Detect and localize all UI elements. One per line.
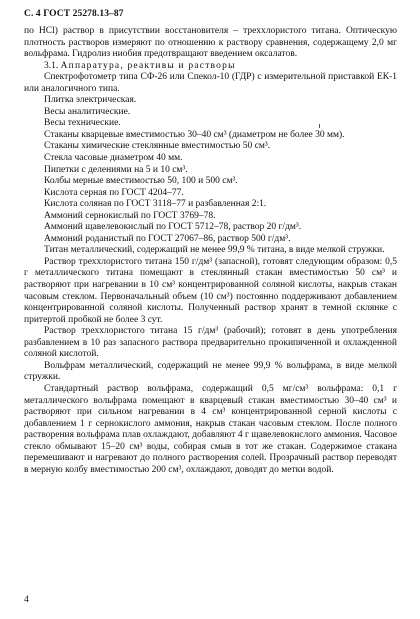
list-item: Стекла часовые диаметром 40 мм. (44, 153, 183, 164)
list-item: Кислота соляная по ГОСТ 3118–77 и разбавленная 2:1. (44, 199, 267, 210)
paragraph-continuation: по HCl) раствор в присутствии восстановителя – треххлористого титана. Оптическую плотность растворов измеряют по отношению к раствору сравнения, содержащему 2,0 мг вольфрама. Гидролиз ниобия предотвращают введением оксалатов. (24, 26, 397, 60)
section-title: Аппаратура, реактивы и растворы (60, 60, 236, 71)
page-number: 4 (24, 595, 29, 605)
list-item: Аммоний сернокислый по ГОСТ 3769–78. (44, 210, 216, 221)
equipment-spectrophotometer: Спектрофотометр типа СФ-26 или Спекол-10 (ГДР) с измерительной приставкой ЕК-1 или аналогичного типа. (24, 72, 397, 94)
paragraph-titanium: Титан металлический, содержащий не менее 99,9 % титана, в виде мелкой стружки. (44, 245, 385, 256)
list-item: Весы технические. (44, 118, 121, 129)
list-item: Аммоний роданистый по ГОСТ 27067–86, раствор 500 г/дм³. (44, 233, 291, 244)
margin-mark (319, 124, 320, 128)
list-item: Стаканы химические стеклянные вместимостью 50 см³. (44, 141, 271, 152)
list-item: Кислота серная по ГОСТ 4204–77. (44, 187, 184, 198)
list-item: Колбы мерные вместимостью 50, 100 и 500 см³. (44, 176, 238, 187)
list-item: Аммоний щавелевокислый по ГОСТ 5712–78, раствор 20 г/дм³. (44, 222, 302, 233)
section-number: 3.1. (44, 60, 59, 71)
section-heading (24, 61, 397, 73)
page-header: С. 4 ГОСТ 25278.13–87 (24, 9, 124, 19)
document-body (24, 26, 397, 476)
paragraph-standard-solution: Стандартный раствор вольфрама, содержащий 0,5 мг/см³ вольфрама: 0,1 г металлического вольфрама помещают в кварцевый стакан вместимостью 30–40 см³ и растворяют при сильном нагревании в 4 см³ концентрированной серной кислоты с добавлением 1 г сернокислого аммония, накрыв стакан часовым стеклом. После полного растворения вольфрама плав охлаждают, добавляют 4 г щавелевокислого аммония. Часовое стекло обмывают 15–20 см³ воды, собирая смыв в тот же стакан. Содержимое стакана перемешивают и нагревают до полного растворения солей. Прозрачный раствор переводят в мерную колбу вместимостью 200 см³, охлаждают, доводят до метки водой. (24, 383, 397, 475)
list-item: Плитка электрическая. (44, 95, 137, 106)
list-item: Стаканы кварцевые вместимостью 30–40 см³ (диаметром не более 30 мм). (44, 129, 345, 140)
list-item: Весы аналитические. (44, 106, 131, 117)
paragraph-stock-solution: Раствор треххлористого титана 150 г/дм³ (запасной), готовят следующим образом: 0,5 г металлического титана помещают в стеклянный стакан вместимостью 50 см³ и растворяют при нагревании в 10 см³ концентрированной соляной кислоты, накрыв стакан часовым стеклом. Первоначальный объем (10 см³) постоянно поддерживают добавлением концентрированной соляной кислоты. Полученный раствор хранят в темной склянке с притертой пробкой не более 3 сут. (24, 256, 397, 325)
paragraph-tungsten: Вольфрам металлический, содержащий не менее 99,9 % вольфрама, в виде мелкой стружки. (24, 360, 397, 383)
paragraph-working-solution: Раствор треххлористого титана 15 г/дм³ (рабочий); готовят в день употребления разбавлением в 10 раз запасного раствора предварительно прокипяченной и охлажденной соляной кислотой. (24, 326, 397, 360)
list-item: Пипетки с делениями на 5 и 10 см³. (44, 164, 188, 175)
